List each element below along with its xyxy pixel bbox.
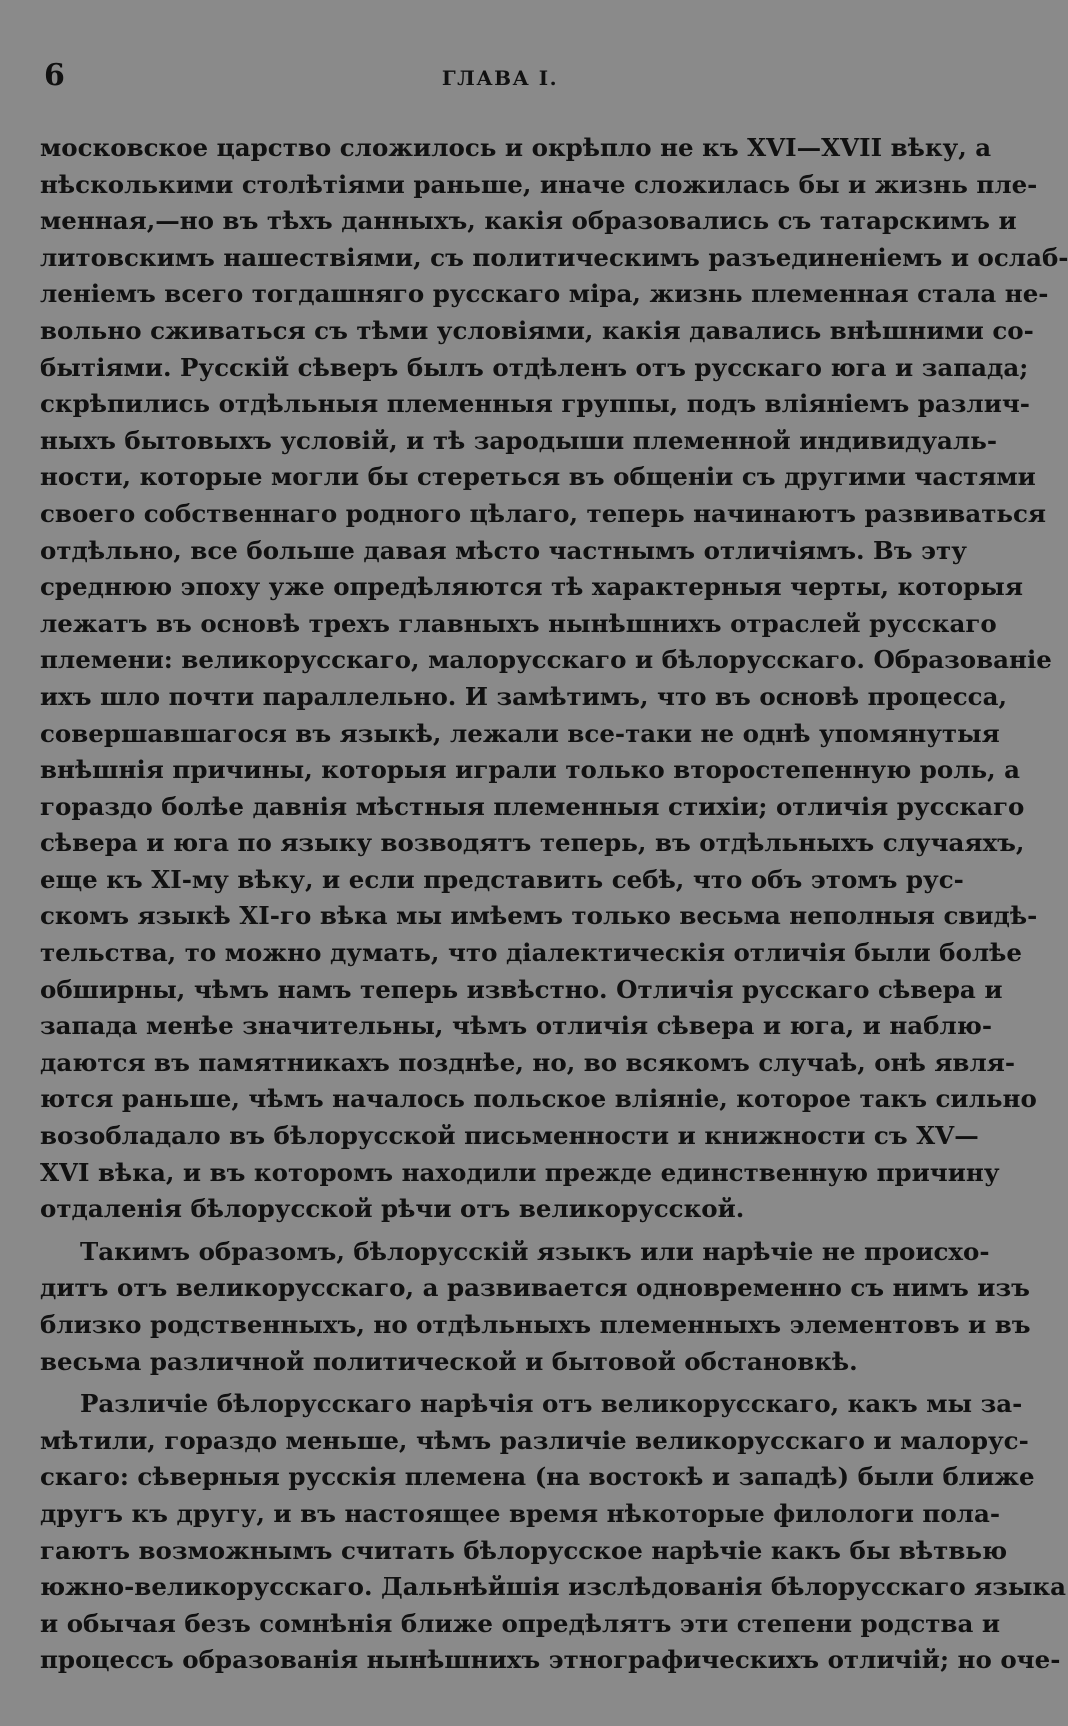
text-line: скомъ языкѣ XI-го вѣка мы имѣемъ только весьма неполныя свидѣ- — [40, 901, 1038, 931]
text-line: лежатъ въ основѣ трехъ главныхъ нынѣшнихъ отраслей русскаго — [40, 608, 997, 638]
text-line: литовскимъ нашествіями, съ политическимъ разъединеніемъ и ослаб- — [40, 242, 1068, 272]
text-line: своего собственнаго родного цѣлаго, теперь начинаютъ развиваться — [40, 498, 1047, 528]
paragraph — [40, 1386, 1066, 1679]
text-line: другъ къ другу, и въ настоящее время нѣкоторые филологи пола- — [40, 1498, 1000, 1528]
paragraph — [40, 130, 1068, 1228]
text-line: процессъ образованія нынѣшнихъ этнографическихъ отличій; но оче- — [40, 1645, 1061, 1675]
text-line: скаго: сѣверныя русскія племена (на востокѣ и западѣ) были ближе — [40, 1462, 1035, 1492]
text-line: нѣсколькими столѣтіями раньше, иначе сложилась бы и жизнь пле- — [40, 169, 1038, 199]
text-line: леніемъ всего тогдашняго русскаго міра, жизнь племенная стала не- — [40, 279, 1049, 309]
text-line: племени: великорусскаго, малорусскаго и бѣлорусскаго. Образованіе — [40, 645, 1052, 675]
text-line: Различіе бѣлорусскаго нарѣчія отъ великорусскаго, какъ мы за- — [80, 1389, 1023, 1419]
text-line: тельства, то можно думать, что діалектическія отличія были болѣе — [40, 938, 1022, 968]
text-line: вольно сживаться съ тѣми условіями, какія давались внѣшними со- — [40, 315, 1034, 345]
text-line: внѣшнія причины, которыя играли только второстепенную роль, а — [40, 755, 1021, 785]
text-line: Такимъ образомъ, бѣлорусскій языкъ или нарѣчіе не происхо- — [80, 1236, 990, 1266]
page-header — [40, 58, 960, 98]
text-line: среднюю эпоху уже опредѣляются тѣ характерныя черты, которыя — [40, 572, 1023, 602]
text-line: дитъ отъ великорусскаго, а развивается одновременно съ нимъ изъ — [40, 1273, 1030, 1303]
body-text — [40, 130, 1068, 1679]
text-line: мѣтили, гораздо меньше, чѣмъ различіе великорусскаго и малорус- — [40, 1425, 1029, 1455]
text-line: совершавшагося въ языкѣ, лежали все-таки не однѣ упомянутыя — [40, 718, 1000, 748]
text-line: московское царство сложилось и окрѣпло не къ XVI—XVII вѣку, а — [40, 133, 992, 162]
paragraph — [40, 1234, 1031, 1380]
text-line: бытіями. Русскій сѣверъ былъ отдѣленъ отъ русскаго юга и запада; — [40, 352, 1029, 382]
text-line: гораздо болѣе давнія мѣстныя племенныя стихіи; отличія русскаго — [40, 791, 1025, 821]
text-line: и обычая безъ сомнѣнія ближе опредѣлятъ эти степени родства и — [40, 1608, 1001, 1638]
running-head: ГЛАВА I. — [441, 66, 559, 90]
text-line: ются раньше, чѣмъ началось польское вліяніе, которое такъ сильно — [40, 1084, 1037, 1114]
text-line: запада менѣе значительны, чѣмъ отличія сѣвера и юга, и наблю- — [40, 1011, 993, 1041]
text-line: даются въ памятникахъ позднѣе, но, во всякомъ случаѣ, онѣ явля- — [40, 1047, 1015, 1077]
text-line: ности, которые могли бы стереться въ общеніи съ другими частями — [40, 462, 1036, 492]
text-line: отдѣльно, все больше давая мѣсто частнымъ отличіямъ. Въ эту — [40, 535, 967, 565]
text-line: менная,—но въ тѣхъ данныхъ, какія образовались съ татарскимъ и — [40, 206, 1017, 236]
text-line: отдаленія бѣлорусской рѣчи отъ великорусской. — [40, 1194, 745, 1224]
text-line: ныхъ бытовыхъ условій, и тѣ зародыши племенной индивидуаль- — [40, 425, 998, 455]
text-line: XVI вѣка, и въ которомъ находили прежде единственную причину — [40, 1157, 1000, 1187]
text-line: сѣвера и юга по языку возводятъ теперь, въ отдѣльныхъ случаяхъ, — [40, 828, 1025, 858]
text-line: скрѣпились отдѣльныя племенныя группы, подъ вліяніемъ различ- — [40, 389, 1030, 419]
text-line: обширны, чѣмъ намъ теперь извѣстно. Отличія русскаго сѣвера и — [40, 974, 1003, 1004]
text-line: возобладало въ бѣлорусской письменности и книжности съ XV— — [40, 1121, 979, 1151]
text-line: ихъ шло почти параллельно. И замѣтимъ, что въ основѣ процесса, — [40, 681, 1008, 711]
text-line: близко родственныхъ, но отдѣльныхъ племенныхъ элементовъ и въ — [40, 1310, 1031, 1339]
page-number: 6 — [44, 58, 65, 93]
text-line: весьма различной политической и бытовой обстановкѣ. — [40, 1346, 858, 1376]
text-line: южно-великорусскаго. Дальнѣйшія изслѣдованія бѣлорусскаго языка — [40, 1572, 1066, 1602]
text-line: гаютъ возможнымъ считать бѣлорусское нарѣчіе какъ бы вѣтвью — [40, 1535, 1008, 1565]
text-line: еще къ XI-му вѣку, и если представить себѣ, что объ этомъ рус- — [40, 864, 964, 894]
